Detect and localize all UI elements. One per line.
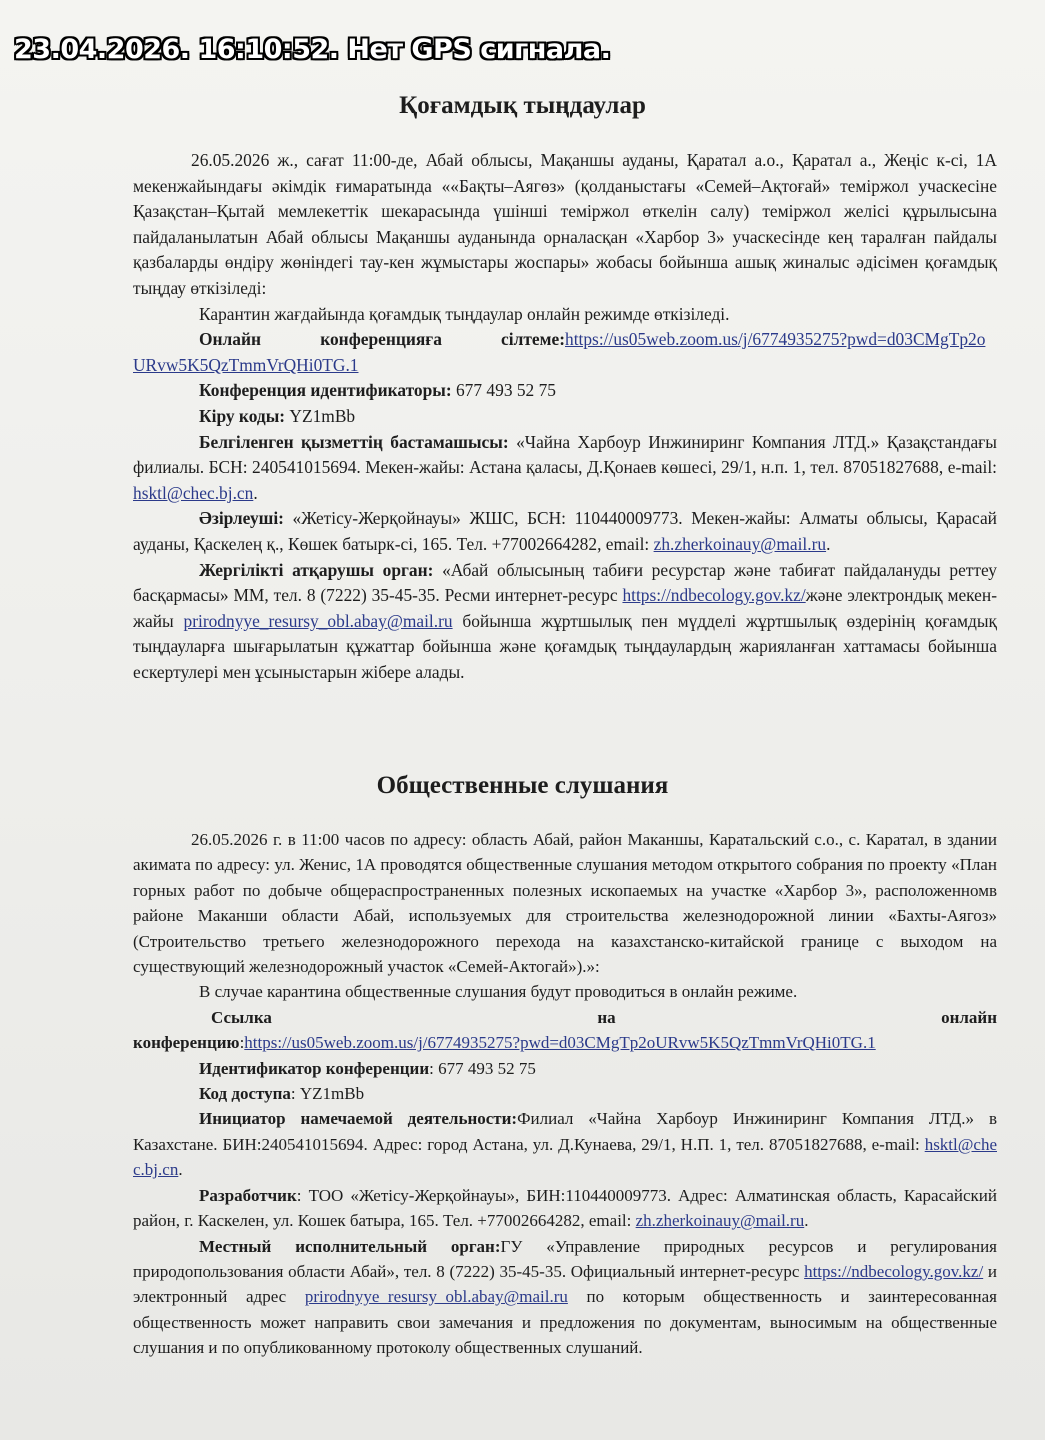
conference-id-value: : 677 493 52 75 xyxy=(429,1058,536,1078)
developer-label: Әзірлеуші: xyxy=(199,508,284,529)
timestamp-overlay: 23.04.2026. 16:10:52. Нет GPS сигнала. xyxy=(14,34,611,65)
section-title-russian: Общественные слушания xyxy=(376,772,669,799)
conference-id-label: Идентификатор конференции xyxy=(199,1058,430,1078)
local-authority-label: Местный исполнительный орган: xyxy=(199,1236,501,1256)
developer-email-link[interactable]: zh.zherkoinauy@mail.ru xyxy=(653,533,827,554)
local-authority-email-link[interactable]: prirodnyye_resursy_obl.abay@mail.ru xyxy=(304,1287,568,1307)
access-code-value: YZ1mBb xyxy=(285,405,356,426)
section-body-russian xyxy=(133,827,997,1361)
developer-paragraph: Разработчик: ТОО «Жетісу-Жерқойнауы», БИН:110440009773. Адрес: Алматинская область, Карасайский район, г. Каскелен, ул. Кошек батыра, 165. Тел. +77002664282, email: zh.zherkoinauy@mail.ru. xyxy=(133,1185,997,1231)
section-russian xyxy=(0,772,1045,1361)
local-authority-paragraph: Местный исполнительный орган:ГУ «Управление природных ресурсов и регулирования природопользования области Абай», тел. 8 (7222) 35-45-35. Официальный интернет-ресурс https://ndbecology.gov.kz/ и электронный адрес prirodnyye_resursy_obl.abay@mail.ru по которым общественность и заинтересованная общественность может направить свои замечания и предложения по документам, выносимым на общественные слушания и по опубликованному протоколу общественных слушаний. xyxy=(133,1236,997,1358)
initiator-email-link[interactable]: hsktl@chec.bj.cn xyxy=(133,482,254,503)
initiator-label: Белгіленген қызметтің бастамашысы: xyxy=(199,431,509,452)
section-body-kazakh xyxy=(133,148,997,685)
initiator-email-link[interactable]: hsktl@chec.bj.cn xyxy=(133,1134,997,1180)
access-code-paragraph xyxy=(133,404,997,430)
zoom-link[interactable]: https://us05web.zoom.us/j/6774935275?pwd=d03CMgTp2oURvw5K5QzTmmVrQHi0TG.1 xyxy=(133,329,986,375)
developer-label: Разработчик xyxy=(199,1185,297,1205)
access-code-label: Кіру коды: xyxy=(199,405,286,426)
online-link-label: Онлайн конференцияға сілтеме: xyxy=(199,329,565,350)
local-authority-paragraph: Жергілікті атқарушы орган: «Абай облысының табиғи ресурстар және табиғат пайдалануды реттеу басқармасы» ММ, тел. 8 (7222) 35-45-35. Ресми интернет-ресурс https://ndbecology.gov.kz/және электрондық мекен-жайы prirodnyye_resursy_obl.abay@mail.ru бойынша жұртшылық пен мүдделі жұртшылық өздерінің қоғамдық тыңдауларға шығарылатын құжаттар бойынша және қоғамдық тыңдаулардың жарияланған хаттамасы бойынша ескертулері мен ұсыныстарын жібере алады. xyxy=(133,559,998,682)
access-code-paragraph xyxy=(133,1081,997,1106)
conference-id-paragraph xyxy=(133,1056,997,1081)
access-code-label: Код доступа xyxy=(199,1084,291,1104)
section-kazakh xyxy=(0,92,1045,685)
zoom-link[interactable]: https://us05web.zoom.us/j/6774935275?pwd=d03CMgTp2oURvw5K5QzTmmVrQHi0TG.1 xyxy=(244,1033,876,1053)
conference-id-value: 677 493 52 75 xyxy=(451,380,556,401)
quarantine-paragraph: Карантин жағдайында қоғамдық тыңдаулар онлайн режимде өткізіледі. xyxy=(199,303,730,324)
quarantine-paragraph: В случае карантина общественные слушания будут проводиться в онлайн режиме. xyxy=(199,982,798,1002)
initiator-paragraph: Инициатор намечаемой деятельности:Филиал «Чайна Харбоур Инжиниринг Компания ЛТД.» в Казахстане. БИН:240541015694. Адрес: город Астана, ул. Д.Кунаева, 29/1, Н.П. 1, тел. 87051827688, e-mail: hsktl@chec.bj.cn. xyxy=(133,1109,997,1180)
intro-paragraph: 26.05.2026 г. в 11:00 часов по адресу: область Абай, район Маканшы, Каратальский с.о., с. Каратал, в здании акимата по адресу: ул. Женис, 1А проводятся общественные слушания методом открытого собрания по проекту «План горных работ по добыче общераспространенных полезных ископаемых на участке «Харбор 3», расположенномв районе Маканши области Абай, используемых для строительства железнодорожной линии «Бахты-Аягоз» (Строительство третьего железнодорожного перехода на казахстанско-китайской границе с выходом на существующий железнодорожный участок «Семей-Актогай»).»: xyxy=(133,830,997,977)
local-authority-email-link[interactable]: prirodnyye_resursy_obl.abay@mail.ru xyxy=(183,610,453,631)
developer-email-link[interactable]: zh.zherkoinauy@mail.ru xyxy=(635,1211,805,1231)
online-link-paragraph xyxy=(133,327,997,378)
conference-id-paragraph xyxy=(133,378,997,404)
initiator-paragraph: Белгіленген қызметтің бастамашысы: «Чайна Харбоур Инжиниринг Компания ЛТД.» Қазақстандағы филиалы. БСН: 240541015694. Мекен-жайы: Астана қаласы, Д.Қонаев көшесі, 29/1, н.п. 1, тел. 87051827688, e-mail: hsktl@chec.bj.cn. xyxy=(133,431,997,503)
conference-id-label: Конференция идентификаторы: xyxy=(199,380,452,401)
local-authority-label: Жергілікті атқарушы орган: xyxy=(199,559,434,580)
local-authority-website-link[interactable]: https://ndbecology.gov.kz/ xyxy=(804,1261,984,1281)
online-link-paragraph: конференцию:https://us05web.zoom.us/j/6774935275?pwd=d03CMgTp2oURvw5K5QzTmmVrQHi0TG.1 xyxy=(133,1033,876,1053)
local-authority-website-link[interactable]: https://ndbecology.gov.kz/ xyxy=(622,585,806,606)
online-link-label: Ссылка на онлайн xyxy=(211,1007,997,1027)
section-title-kazakh: Қоғамдық тыңдаулар xyxy=(399,92,646,119)
developer-paragraph: Әзірлеуші: «Жетісу-Жерқойнауы» ЖШС, БСН: 110440009773. Мекен-жайы: Алматы облысы, Қарасай ауданы, Қаскелең қ., Көшек батырк-сі, 165. Тел. +77002664282, email: zh.zherkoinauy@mail.ru. xyxy=(133,508,997,554)
intro-paragraph: 26.05.2026 ж., сағат 11:00-де, Абай облысы, Мақаншы ауданы, Қаратал а.о., Қаратал а., Жеңіс к-сі, 1А мекенжайындағы әкімдік ғимаратында ««Бақты–Аягөз» (қолданыстағы «Семей–Ақтоғай» теміржол учаскесіне Қазақстан–Қытай мемлекеттік шекарасында үшінші теміржол өткелін салу) теміржол желісі құрылысына пайдаланылатын Абай облысы Мақаншы ауданында орналасқан «Харбор 3» учаскесінде кең таралған пайдалы қазбаларды өндіру жөніндегі тау-кен жұмыстары жоспары» жобасы бойынша ашық жиналыс әдісімен қоғамдық тыңдау өткізіледі: xyxy=(133,150,997,298)
initiator-label: Инициатор намечаемой деятельности: xyxy=(199,1109,518,1129)
access-code-value: : YZ1mBb xyxy=(290,1084,365,1104)
